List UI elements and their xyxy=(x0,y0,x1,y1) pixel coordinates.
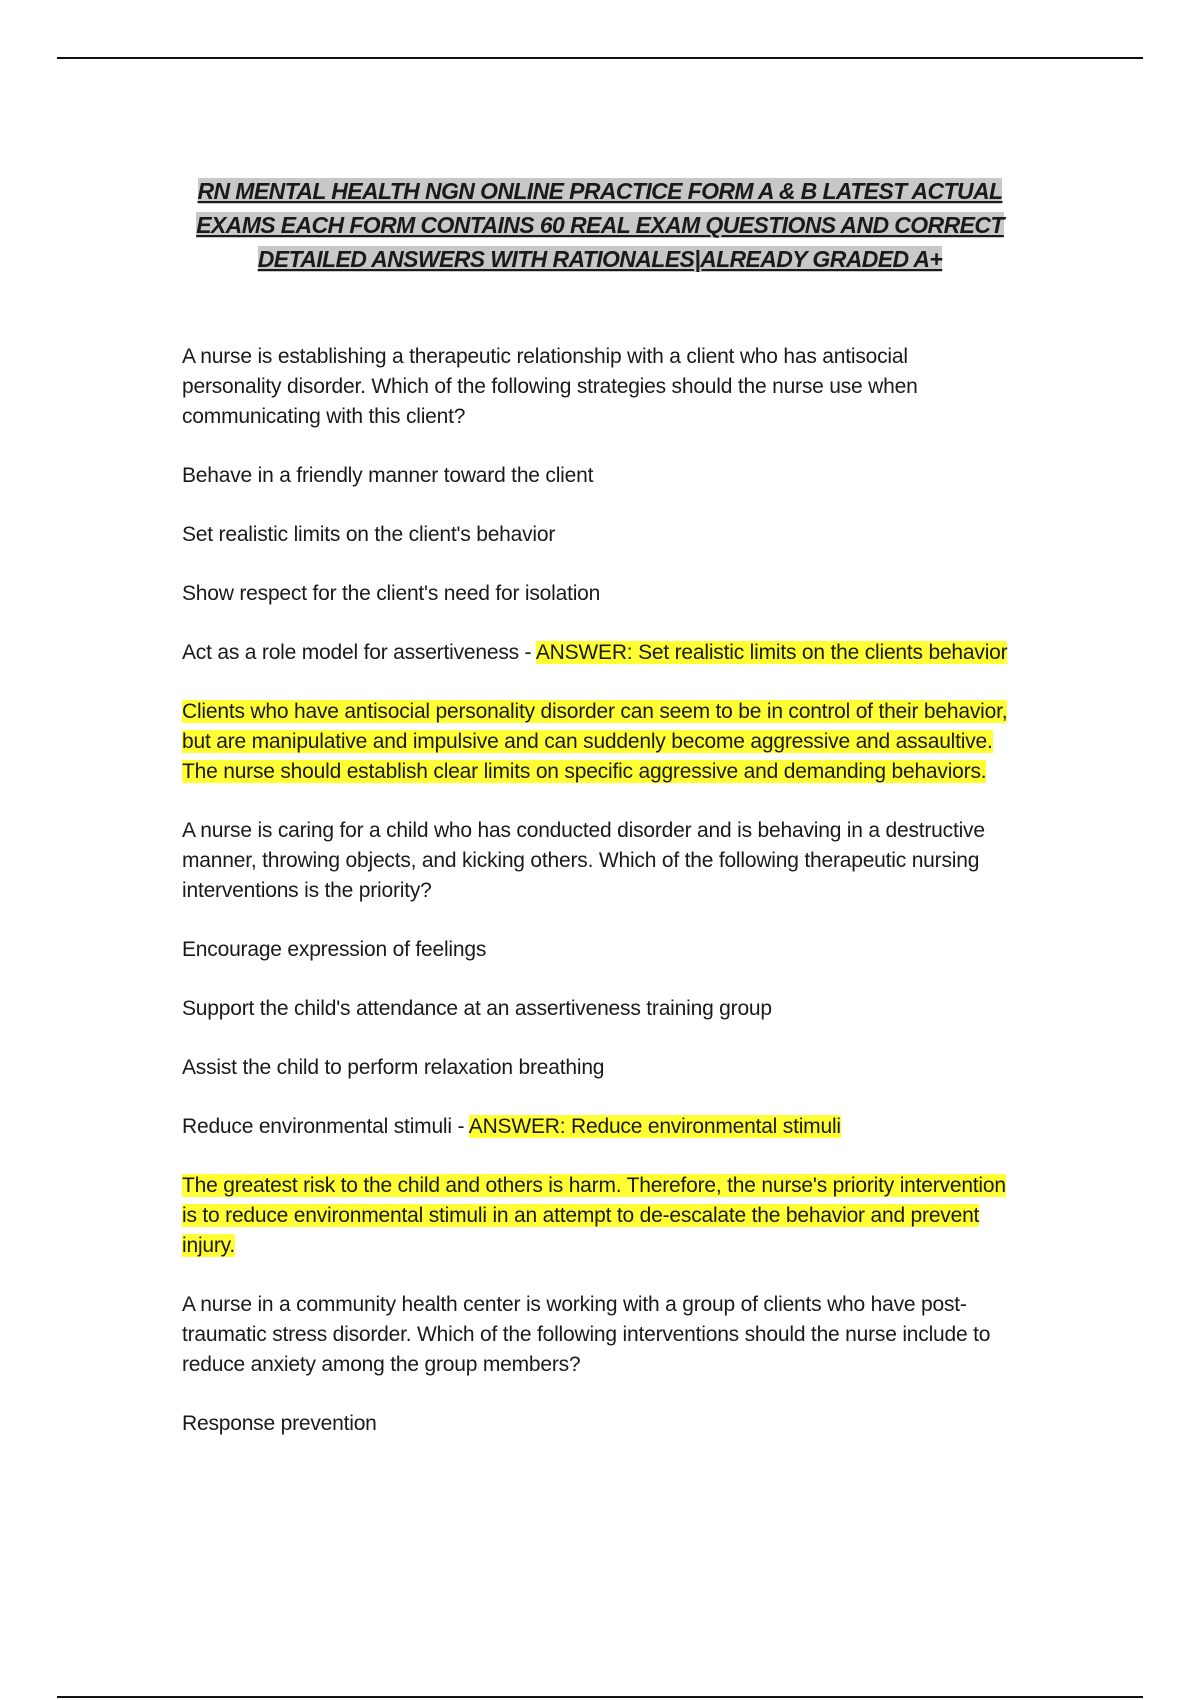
question-2-rationale-para xyxy=(182,1171,1012,1261)
answer-separator: - xyxy=(518,641,536,664)
question-2-option-3: Assist the child to perform relaxation breathing xyxy=(182,1056,605,1079)
question-3-stem: A nurse in a community health center is working with a group of clients who have post-traumatic stress disorder. Which of the following interventions should the nurse include to reduce anxiety among the group members? xyxy=(182,1293,991,1376)
question-1-option-4: Act as a role model for assertiveness xyxy=(182,641,519,664)
question-2-rationale: The greatest risk to the child and others is harm. Therefore, the nurse's priority intervention is to reduce environmental stimuli in an attempt to de-escalate the behavior and prevent injury. xyxy=(182,1174,1006,1257)
question-1-rationale-para xyxy=(182,697,1012,787)
document-title-text: RN MENTAL HEALTH NGN ONLINE PRACTICE FORM A & B LATEST ACTUAL EXAMS EACH FORM CONTAINS 60 REAL EXAM QUESTIONS AND CORRECT DETAILED ANSWERS WITH RATIONALES|ALREADY GRADED A+ xyxy=(196,178,1004,272)
answer-separator: - xyxy=(451,1115,469,1138)
document-title xyxy=(195,174,1005,276)
footer-rule xyxy=(57,1696,1143,1698)
question-1-option-1: Behave in a friendly manner toward the client xyxy=(182,464,594,487)
question-1-option-4-with-answer xyxy=(182,638,1012,668)
question-1-answer: ANSWER: Set realistic limits on the clients behavior xyxy=(535,641,1008,664)
question-2-option-4: Reduce environmental stimuli xyxy=(182,1115,452,1138)
question-2-option-1: Encourage expression of feelings xyxy=(182,938,487,961)
question-2-option-4-with-answer xyxy=(182,1112,1012,1142)
question-3-option-1: Response prevention xyxy=(182,1412,377,1435)
question-2-option-2: Support the child's attendance at an assertiveness training group xyxy=(182,997,772,1020)
question-1-option-2: Set realistic limits on the client's behavior xyxy=(182,523,556,546)
question-2-answer: ANSWER: Reduce environmental stimuli xyxy=(468,1115,841,1138)
document-body xyxy=(182,342,1012,1468)
header-rule xyxy=(57,57,1143,59)
question-1-option-3: Show respect for the client's need for isolation xyxy=(182,582,601,605)
question-1-stem: A nurse is establishing a therapeutic relationship with a client who has antisocial personality disorder. Which of the following strategies should the nurse use when communicating with this client? xyxy=(182,345,918,428)
question-2-stem: A nurse is caring for a child who has conducted disorder and is behaving in a destructive manner, throwing objects, and kicking others. Which of the following therapeutic nursing interventions is the priority? xyxy=(182,819,985,902)
question-1-rationale: Clients who have antisocial personality disorder can seem to be in control of their behavior, but are manipulative and impulsive and can suddenly become aggressive and assaultive. The nurse should establish clear limits on specific aggressive and demanding behaviors. xyxy=(182,700,1008,783)
